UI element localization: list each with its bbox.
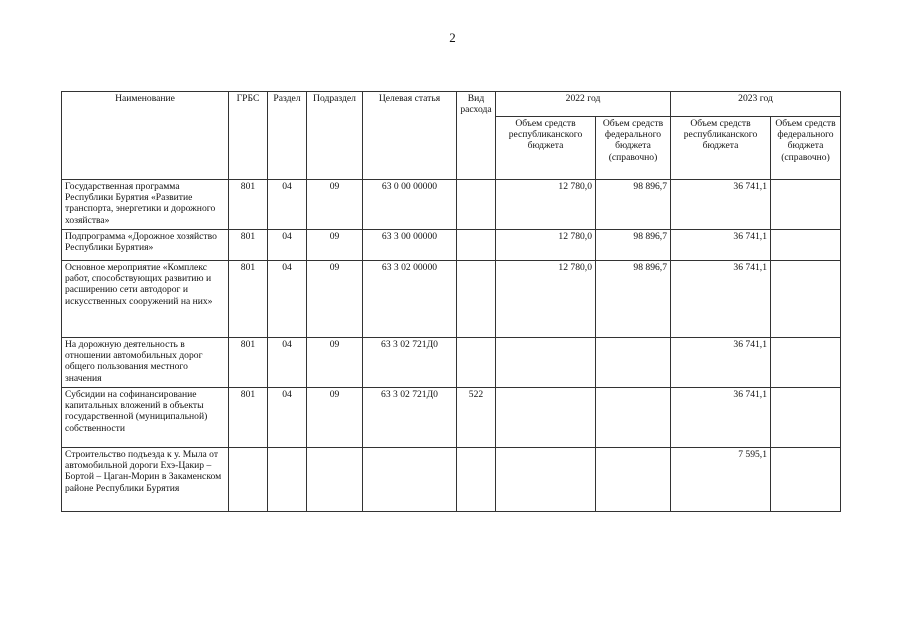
row-name: Строительство подъезда к у. Мыла от автомобильной дороги Ехэ-Цакир – Бортой – Цаган-Морин в Закаменском районе Республики Бурятия <box>62 448 229 512</box>
row-republic-2023: 36 741,1 <box>671 388 771 448</box>
row-section: 04 <box>268 230 307 261</box>
row-grbs: 801 <box>229 180 268 230</box>
row-section: 04 <box>268 261 307 338</box>
header-subsection: Подраздел <box>307 92 363 180</box>
table-row <box>62 448 841 512</box>
row-name: Государственная программа Республики Бурятия «Развитие транспорта, энергетики и дорожного хозяйства» <box>62 180 229 230</box>
row-federal-2022 <box>596 338 671 388</box>
row-federal-2022 <box>596 448 671 512</box>
row-subsection: 09 <box>307 261 363 338</box>
header-year-2023: 2023 год <box>671 92 841 117</box>
table-row <box>62 388 841 448</box>
header-name: Наименование <box>62 92 229 180</box>
row-federal-2023 <box>771 230 841 261</box>
table-row <box>62 230 841 261</box>
header-expense-type: Вид расхода <box>457 92 496 180</box>
header-federal-budget-2022: Объем средств федерального бюджета (справочно) <box>596 117 671 180</box>
row-target: 63 3 00 00000 <box>363 230 457 261</box>
row-section: 04 <box>268 180 307 230</box>
row-federal-2023 <box>771 388 841 448</box>
budget-table <box>61 91 841 512</box>
row-section: 04 <box>268 338 307 388</box>
row-subsection: 09 <box>307 338 363 388</box>
header-grbs: ГРБС <box>229 92 268 180</box>
row-federal-2022: 98 896,7 <box>596 261 671 338</box>
row-name: Подпрограмма «Дорожное хозяйство Республики Бурятия» <box>62 230 229 261</box>
row-target <box>363 448 457 512</box>
row-republic-2022 <box>496 338 596 388</box>
table-row <box>62 180 841 230</box>
row-name: Субсидии на софинансирование капитальных вложений в объекты государственной (муниципальной) собственности <box>62 388 229 448</box>
row-target: 63 3 02 721Д0 <box>363 388 457 448</box>
row-federal-2023 <box>771 180 841 230</box>
row-subsection: 09 <box>307 388 363 448</box>
header-section: Раздел <box>268 92 307 180</box>
row-target: 63 3 02 721Д0 <box>363 338 457 388</box>
row-republic-2022: 12 780,0 <box>496 230 596 261</box>
row-federal-2022: 98 896,7 <box>596 230 671 261</box>
row-grbs: 801 <box>229 230 268 261</box>
row-republic-2022: 12 780,0 <box>496 261 596 338</box>
row-subsection: 09 <box>307 230 363 261</box>
row-subsection: 09 <box>307 180 363 230</box>
row-federal-2023 <box>771 261 841 338</box>
row-republic-2023: 36 741,1 <box>671 261 771 338</box>
row-subsection <box>307 448 363 512</box>
row-grbs <box>229 448 268 512</box>
row-republic-2022 <box>496 388 596 448</box>
row-republic-2022: 12 780,0 <box>496 180 596 230</box>
row-federal-2022 <box>596 388 671 448</box>
row-target: 63 0 00 00000 <box>363 180 457 230</box>
row-section <box>268 448 307 512</box>
table-row <box>62 338 841 388</box>
row-section: 04 <box>268 388 307 448</box>
header-federal-budget-2023: Объем средств федерального бюджета (справочно) <box>771 117 841 180</box>
row-expense-type <box>457 448 496 512</box>
row-republic-2023: 36 741,1 <box>671 230 771 261</box>
row-republic-2023: 7 595,1 <box>671 448 771 512</box>
row-name: На дорожную деятельность в отношении автомобильных дорог общего пользования местного значения <box>62 338 229 388</box>
header-republic-budget-2022: Объем средств республиканского бюджета <box>496 117 596 180</box>
row-expense-type <box>457 338 496 388</box>
row-federal-2023 <box>771 448 841 512</box>
page-number: 2 <box>449 30 456 45</box>
table-body <box>62 180 841 512</box>
row-target: 63 3 02 00000 <box>363 261 457 338</box>
row-name: Основное мероприятие «Комплекс работ, способствующих развитию и расширению сети автодорог и искусственных сооружений на них» <box>62 261 229 338</box>
row-federal-2023 <box>771 338 841 388</box>
header-year-2022: 2022 год <box>496 92 671 117</box>
row-republic-2022 <box>496 448 596 512</box>
row-republic-2023: 36 741,1 <box>671 180 771 230</box>
header-republic-budget-2023: Объем средств республиканского бюджета <box>671 117 771 180</box>
row-federal-2022: 98 896,7 <box>596 180 671 230</box>
row-expense-type <box>457 230 496 261</box>
row-grbs: 801 <box>229 388 268 448</box>
row-republic-2023: 36 741,1 <box>671 338 771 388</box>
row-expense-type <box>457 261 496 338</box>
row-expense-type <box>457 180 496 230</box>
header-target: Целевая статья <box>363 92 457 180</box>
table-row <box>62 261 841 338</box>
row-grbs: 801 <box>229 261 268 338</box>
row-grbs: 801 <box>229 338 268 388</box>
row-expense-type: 522 <box>457 388 496 448</box>
